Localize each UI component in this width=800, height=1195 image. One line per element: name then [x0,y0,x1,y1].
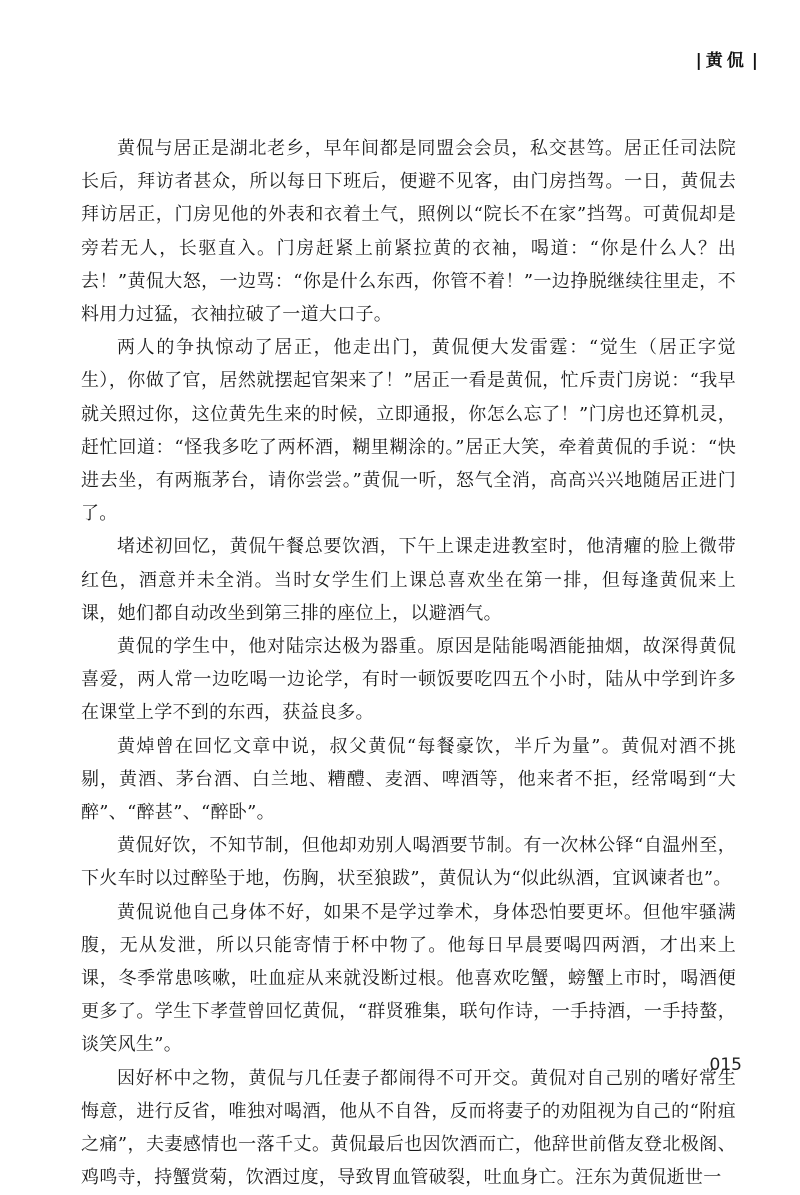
paragraph: 黄侃的学生中，他对陆宗达极为器重。原因是陆能喝酒能抽烟，故深得黄侃喜爱，两人常一边吃喝一边论学，有时一顿饭要吃四五个小时，陆从中学到许多在课堂上学不到的东西，获益良多。 [81,636,736,724]
paragraph: 因好杯中之物，黄侃与几任妻子都闹得不可开交。黄侃对自己别的嗜好常生悔意，进行反省，唯独对喝酒，他从不自咎，反而将妻子的劝阻视为自己的“附疽之痛”，夫妻感情也一落千丈。黄侃最后也因饮酒而亡，他辞世前偕友登北极阁、鸡鸣寺，持蟹赏菊，饮酒过度，导致胃血管破裂，吐血身亡。汪东为黄侃逝世一 [81,1067,736,1189]
paragraph: 两人的争执惊动了居正，他走出门，黄侃便大发雷霆：“觉生（居正字觉生），你做了官，居然就摆起官架来了！”居正一看是黄侃，忙斥责门房说：“我早就关照过你，这位黄先生来的时候，立即通报，你怎么忘了！”门房也还算机灵，赶忙回道：“怪我多吃了两杯酒，糊里糊涂的。”居正大笑，牵着黄侃的手说：“快进去坐，有两瓶茅台，请你尝尝。”黄侃一听，怒气全消，高高兴兴地随居正进门了。 [81,337,736,525]
paragraph: 黄侃好饮，不知节制，但他却劝别人喝酒要节制。有一次林公铎“自温州至，下火车时以过醉坠于地，伤胸，状至狼跋”，黄侃认为“似此纵酒，宜讽谏者也”。 [81,835,736,890]
paragraph: 黄侃与居正是湖北老乡，早年间都是同盟会会员，私交甚笃。居正任司法院长后，拜访者甚众，所以每日下班后，便避不见客，由门房挡驾。一日，黄侃去拜访居正，门房见他的外表和衣着土气，照例以“院长不在家”挡驾。可黄侃却是旁若无人，长驱直入。门房赶紧上前紧拉黄的衣袖，喝道：“你是什么人？出去！”黄侃大怒，一边骂：“你是什么东西，你管不着！”一边挣脱继续往里走，不料用力过猛，衣袖拉破了一道大口子。 [81,138,736,326]
article-body [81,132,736,1195]
running-header [692,46,762,71]
paragraph: 黄焯曾在回忆文章中说，叔父黄侃“每餐豪饮，半斤为量”。黄侃对酒不挑剔，黄酒、茅台酒、白兰地、糟醴、麦酒、啤酒等，他来者不拒，经常喝到“大醉”、“醉甚”、“醉卧”。 [81,735,736,824]
header-title: 黄侃 [705,51,748,71]
paragraph: 黄侃说他自己身体不好，如果不是学过拳术，身体恐怕要更坏。但他牢骚满腹，无从发泄，所以只能寄情于杯中物了。他每日早晨要喝四两酒，才出来上课，冬季常患咳嗽，吐血症从来就没断过根。他喜欢吃蟹，螃蟹上市时，喝酒便更多了。学生下孝萱曾回忆黄侃，“群贤雅集，联句作诗，一手持酒，一手持螯，谈笑风生”。 [81,901,736,1056]
paragraph: 堵述初回忆，黄侃午餐总要饮酒，下午上课走进教室时，他清癯的脸上微带红色，酒意并未全消。当时女学生们上课总喜欢坐在第一排，但每逢黄侃来上课，她们都自动改坐到第三排的座位上，以避酒气。 [81,536,736,624]
header-right-bar: | [751,51,758,71]
page-number: 015 [709,1055,742,1075]
header-left-bar: | [695,51,702,71]
